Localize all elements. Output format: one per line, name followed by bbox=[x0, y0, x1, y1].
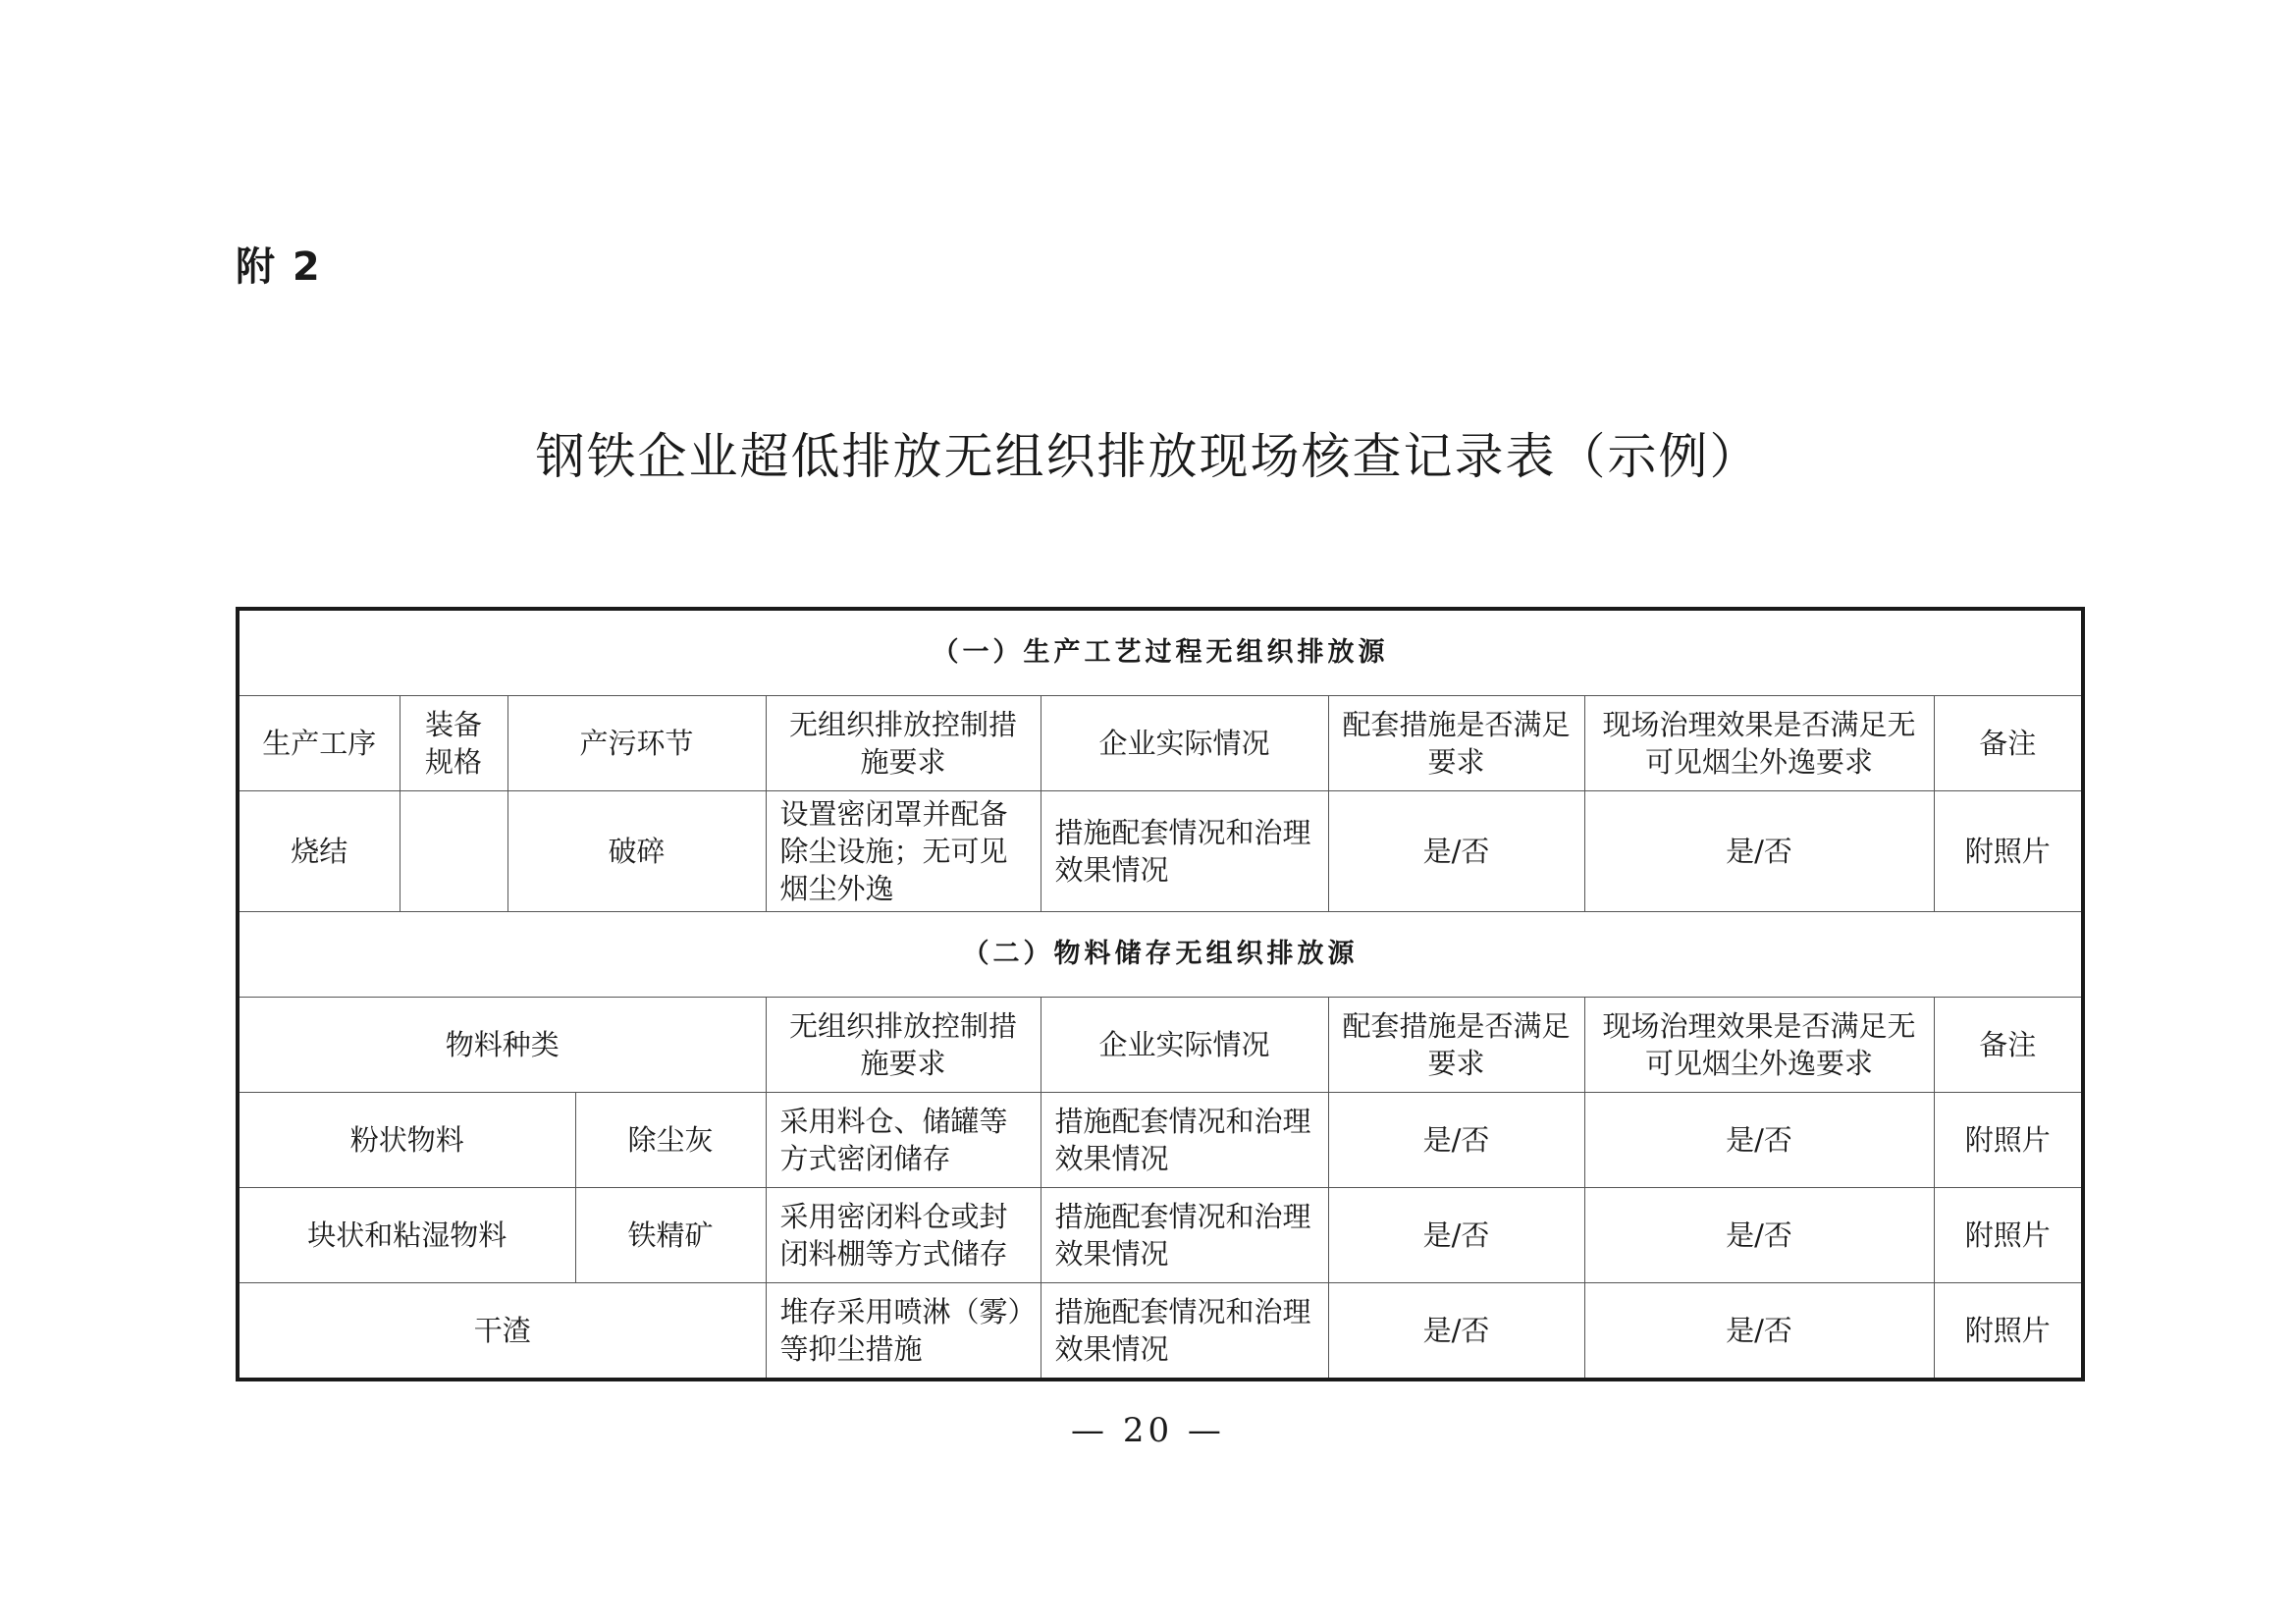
cell-process: 烧结 bbox=[240, 791, 400, 912]
section1-heading: （一）生产工艺过程无组织排放源 bbox=[240, 611, 2081, 696]
cell-effect-ok: 是/否 bbox=[1584, 1283, 1934, 1379]
section2-header-row bbox=[240, 998, 2081, 1093]
header-measures-ok: 配套措施是否满足要求 bbox=[1328, 696, 1584, 791]
section1-header-row bbox=[240, 696, 2081, 791]
cell-effect-ok: 是/否 bbox=[1584, 1093, 1934, 1188]
header-stage: 产污环节 bbox=[507, 696, 766, 791]
header-requirement: 无组织排放控制措施要求 bbox=[766, 998, 1041, 1093]
header-remark: 备注 bbox=[1934, 998, 2081, 1093]
cell-actual: 措施配套情况和治理效果情况 bbox=[1041, 791, 1328, 912]
inspection-table bbox=[236, 607, 2085, 1381]
cell-effect-ok: 是/否 bbox=[1584, 1188, 1934, 1283]
cell-remark: 附照片 bbox=[1934, 1093, 2081, 1188]
cell-requirement: 采用密闭料仓或封闭料棚等方式储存 bbox=[766, 1188, 1041, 1283]
page-title: 钢铁企业超低排放无组织排放现场核查记录表（示例） bbox=[535, 428, 1761, 485]
header-requirement: 无组织排放控制措施要求 bbox=[766, 696, 1041, 791]
cell-category: 干渣 bbox=[240, 1283, 766, 1379]
cell-measures-ok: 是/否 bbox=[1328, 791, 1584, 912]
cell-remark: 附照片 bbox=[1934, 1283, 2081, 1379]
header-actual: 企业实际情况 bbox=[1041, 998, 1328, 1093]
header-equipment: 装备规格 bbox=[400, 696, 507, 791]
header-material-category: 物料种类 bbox=[240, 998, 766, 1093]
table-row bbox=[240, 791, 2081, 912]
cell-category: 块状和粘湿物料 bbox=[240, 1188, 575, 1283]
header-effect-ok: 现场治理效果是否满足无可见烟尘外逸要求 bbox=[1584, 998, 1934, 1093]
header-process: 生产工序 bbox=[240, 696, 400, 791]
cell-equipment bbox=[400, 791, 507, 912]
cell-category: 粉状物料 bbox=[240, 1093, 575, 1188]
cell-measures-ok: 是/否 bbox=[1328, 1093, 1584, 1188]
header-effect-ok: 现场治理效果是否满足无可见烟尘外逸要求 bbox=[1584, 696, 1934, 791]
header-actual: 企业实际情况 bbox=[1041, 696, 1328, 791]
cell-remark: 附照片 bbox=[1934, 791, 2081, 912]
header-measures-ok: 配套措施是否满足要求 bbox=[1328, 998, 1584, 1093]
cell-material: 除尘灰 bbox=[575, 1093, 766, 1188]
cell-remark: 附照片 bbox=[1934, 1188, 2081, 1283]
header-remark: 备注 bbox=[1934, 696, 2081, 791]
cell-actual: 措施配套情况和治理效果情况 bbox=[1041, 1283, 1328, 1379]
cell-measures-ok: 是/否 bbox=[1328, 1283, 1584, 1379]
table-row bbox=[240, 1188, 2081, 1283]
cell-requirement: 采用料仓、储罐等方式密闭储存 bbox=[766, 1093, 1041, 1188]
cell-stage: 破碎 bbox=[507, 791, 766, 912]
table-row bbox=[240, 1093, 2081, 1188]
inspection-record-table bbox=[240, 611, 2081, 1378]
cell-material: 铁精矿 bbox=[575, 1188, 766, 1283]
table-row bbox=[240, 1283, 2081, 1379]
attachment-label: 附 2 bbox=[236, 244, 322, 290]
cell-requirement: 堆存采用喷淋（雾）等抑尘措施 bbox=[766, 1283, 1041, 1379]
section2-heading: （二）物料储存无组织排放源 bbox=[240, 912, 2081, 998]
cell-requirement: 设置密闭罩并配备除尘设施；无可见烟尘外逸 bbox=[766, 791, 1041, 912]
page-number: — 20 — bbox=[1071, 1411, 1225, 1450]
cell-effect-ok: 是/否 bbox=[1584, 791, 1934, 912]
cell-measures-ok: 是/否 bbox=[1328, 1188, 1584, 1283]
section1-heading-row bbox=[240, 611, 2081, 696]
cell-actual: 措施配套情况和治理效果情况 bbox=[1041, 1093, 1328, 1188]
cell-actual: 措施配套情况和治理效果情况 bbox=[1041, 1188, 1328, 1283]
section2-heading-row bbox=[240, 912, 2081, 998]
